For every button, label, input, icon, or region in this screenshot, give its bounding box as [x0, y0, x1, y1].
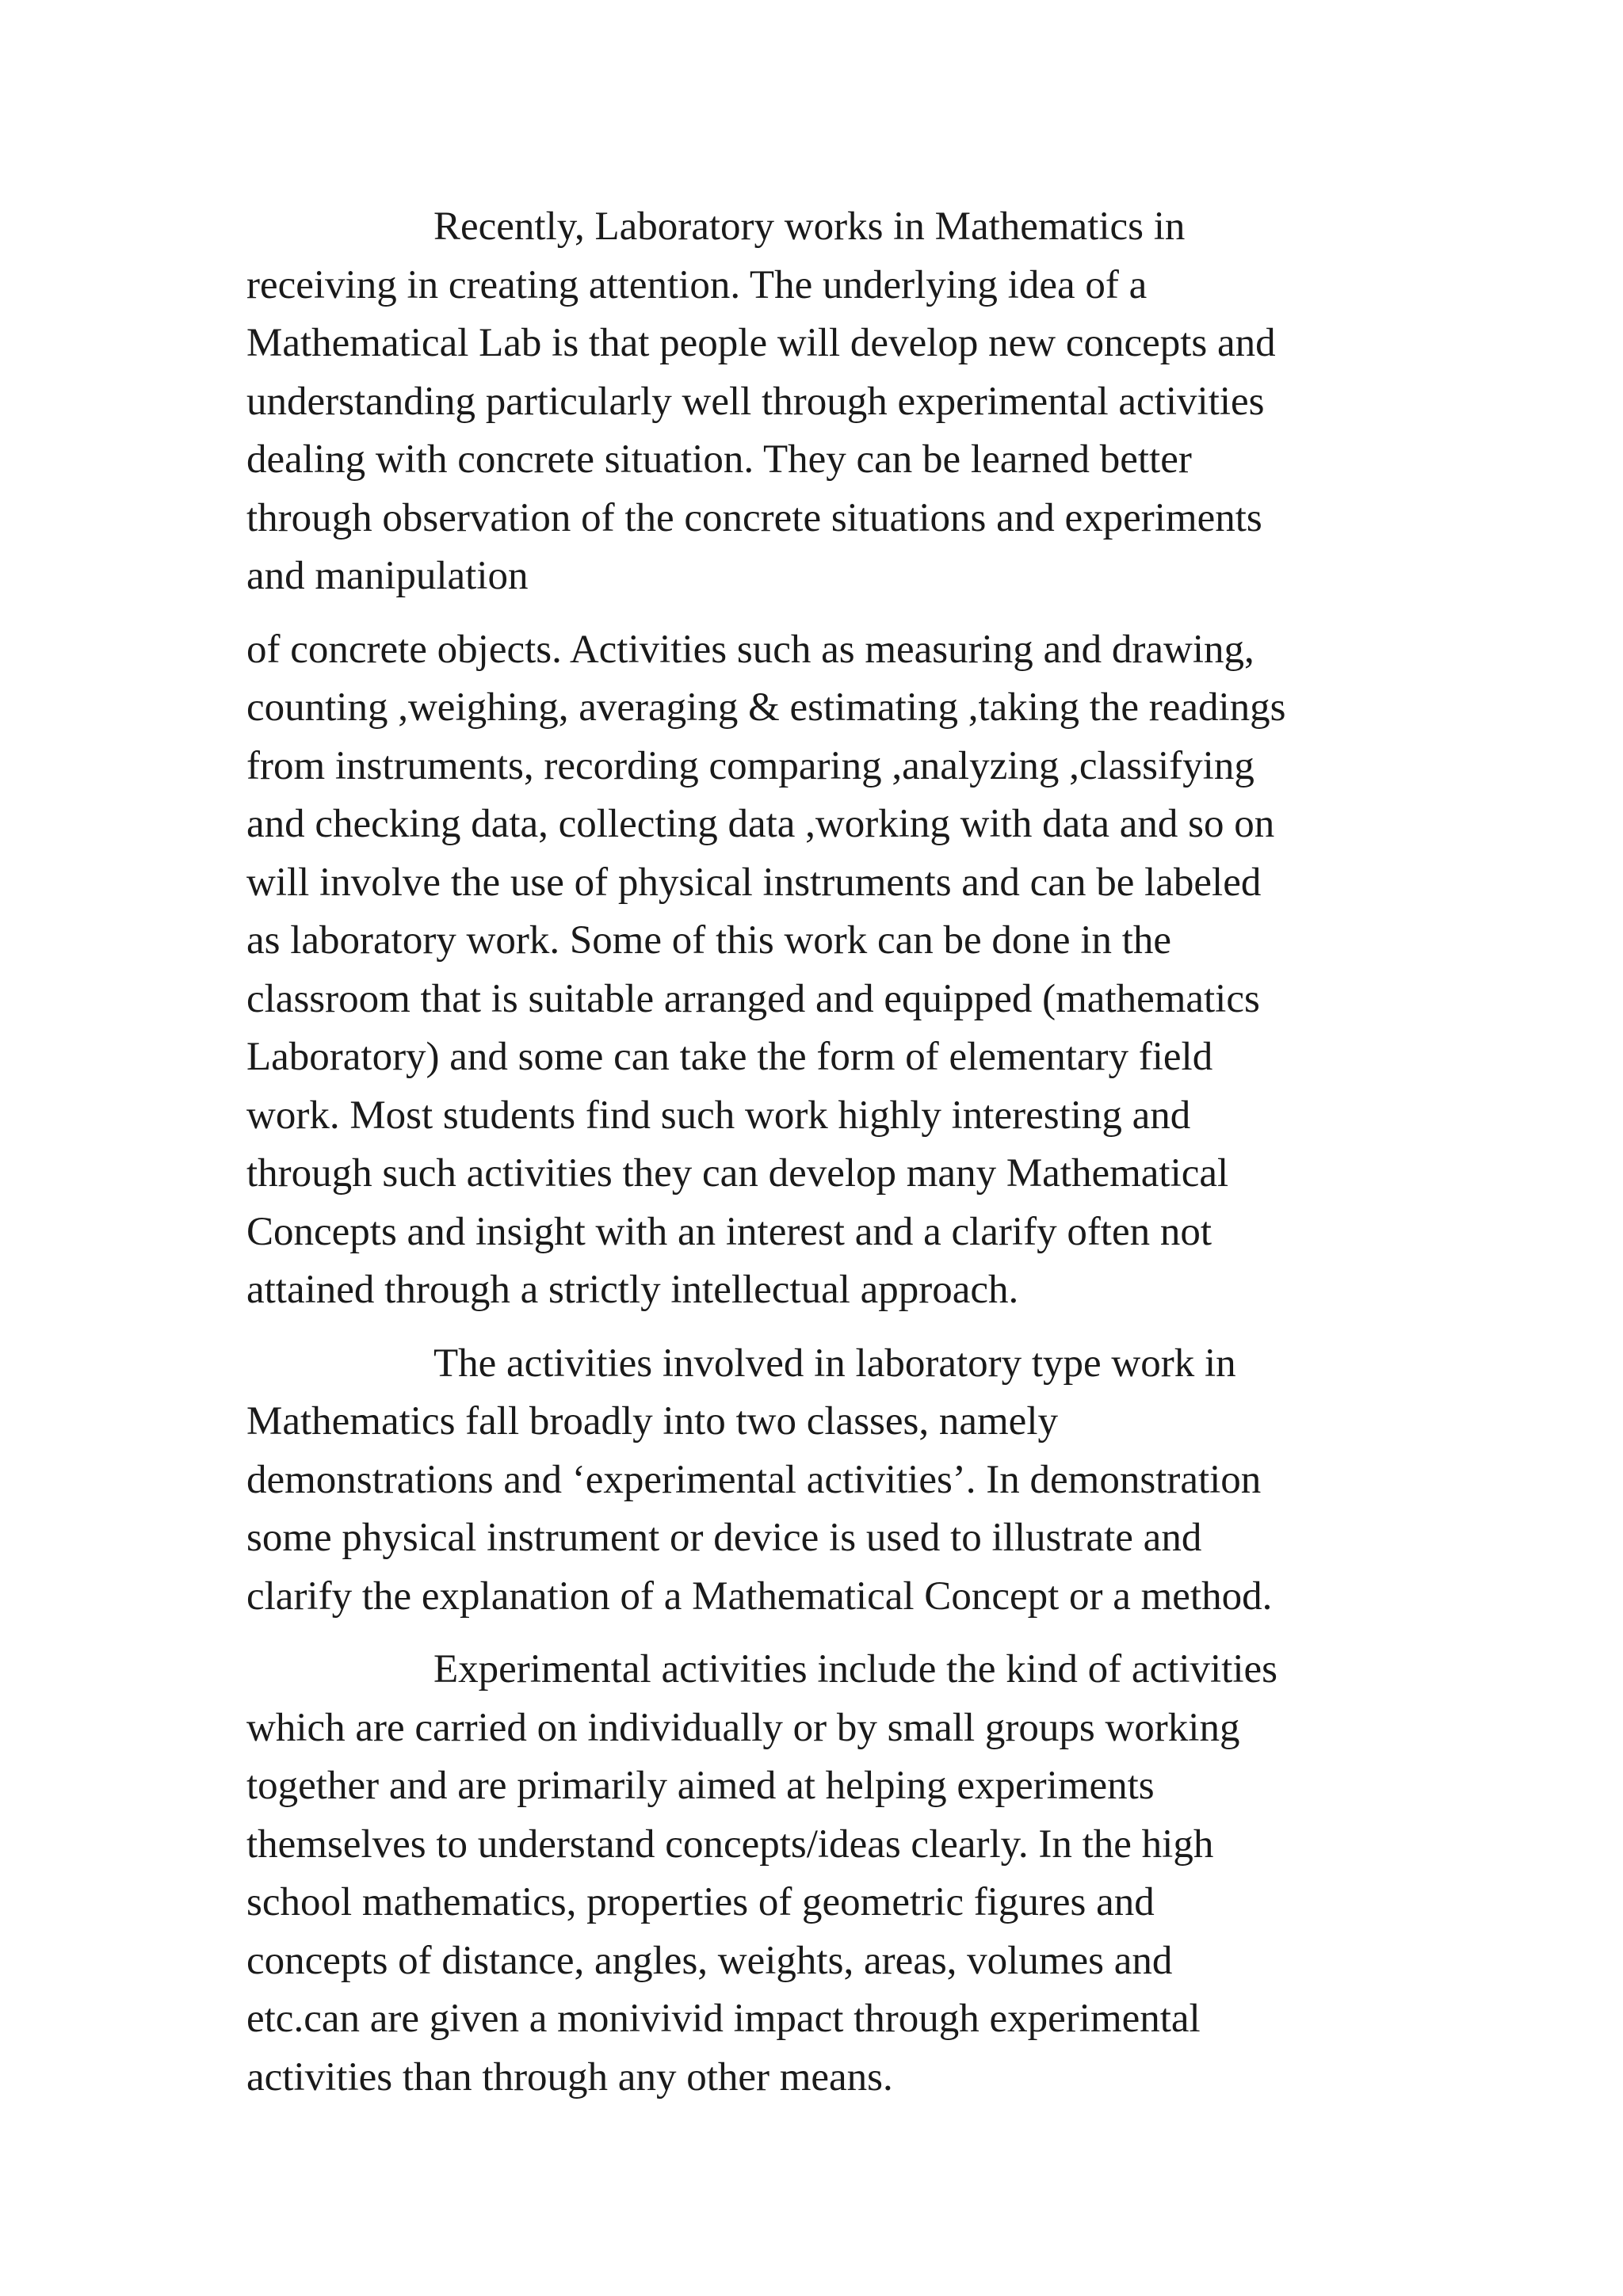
- text-line: attained through a strictly intellectual approach.: [246, 1268, 1019, 1312]
- text-line: Laboratory) and some can take the form of elementary field: [246, 1035, 1213, 1079]
- paragraph-3: [246, 1335, 1396, 1627]
- document-body: [246, 198, 1396, 2107]
- text-line: as laboratory work. Some of this work can be done in the: [246, 918, 1172, 963]
- text-line: work. Most students find such work highly interesting and: [246, 1093, 1191, 1138]
- text-line: demonstrations and ‘experimental activities’. In demonstration: [246, 1457, 1262, 1502]
- text-line: classroom that is suitable arranged and equipped (mathematics: [246, 976, 1260, 1021]
- paragraph-4: [246, 1641, 1396, 2107]
- text-line: concepts of distance, angles, weights, areas, volumes and: [246, 1938, 1173, 1983]
- text-line: Concepts and insight with an interest and a clarify often not: [246, 1209, 1212, 1254]
- text-line: which are carried on individually or by small groups working: [246, 1705, 1240, 1750]
- text-line: through such activities they can develop many Mathematical: [246, 1151, 1229, 1196]
- text-line: clarify the explanation of a Mathematical Concept or a method.: [246, 1573, 1273, 1619]
- text-line: Experimental activities include the kind of activities: [433, 1647, 1277, 1691]
- text-line: dealing with concrete situation. They can be learned better: [246, 437, 1192, 482]
- text-line: themselves to understand concepts/ideas clearly. In the high: [246, 1821, 1214, 1867]
- text-line: some physical instrument or device is used to illustrate and: [246, 1516, 1202, 1560]
- text-line: through observation of the concrete situations and experiments: [246, 495, 1262, 540]
- text-line: etc.can are given a monivivid impact through experimental: [246, 1997, 1201, 2041]
- text-line: activities than through any other means.: [246, 2054, 893, 2100]
- text-line: counting ,weighing, averaging & estimating ,taking the readings: [246, 685, 1286, 730]
- text-line: The activities involved in laboratory type work in: [433, 1341, 1236, 1386]
- text-line: will involve the use of physical instruments and can be labeled: [246, 860, 1262, 905]
- text-line: together and are primarily aimed at helping experiments: [246, 1764, 1155, 1808]
- text-line: from instruments, recording comparing ,analyzing ,classifying: [246, 743, 1254, 788]
- text-line: understanding particularly well through experimental activities: [246, 379, 1265, 424]
- text-line: school mathematics, properties of geometric figures and: [246, 1880, 1155, 1924]
- paragraph-2: [246, 621, 1396, 1320]
- text-line: Mathematics fall broadly into two classes, namely: [246, 1399, 1058, 1444]
- text-line: Mathematical Lab is that people will develop new concepts and: [246, 321, 1276, 365]
- text-line: of concrete objects. Activities such as measuring and drawing,: [246, 627, 1254, 672]
- text-line: Recently, Laboratory works in Mathematics in: [433, 204, 1186, 249]
- paragraph-1: [246, 198, 1396, 606]
- text-line: and checking data, collecting data ,working with data and so on: [246, 802, 1275, 846]
- text-line: and manipulation: [246, 554, 529, 598]
- text-line: receiving in creating attention. The underlying idea of a: [246, 262, 1148, 307]
